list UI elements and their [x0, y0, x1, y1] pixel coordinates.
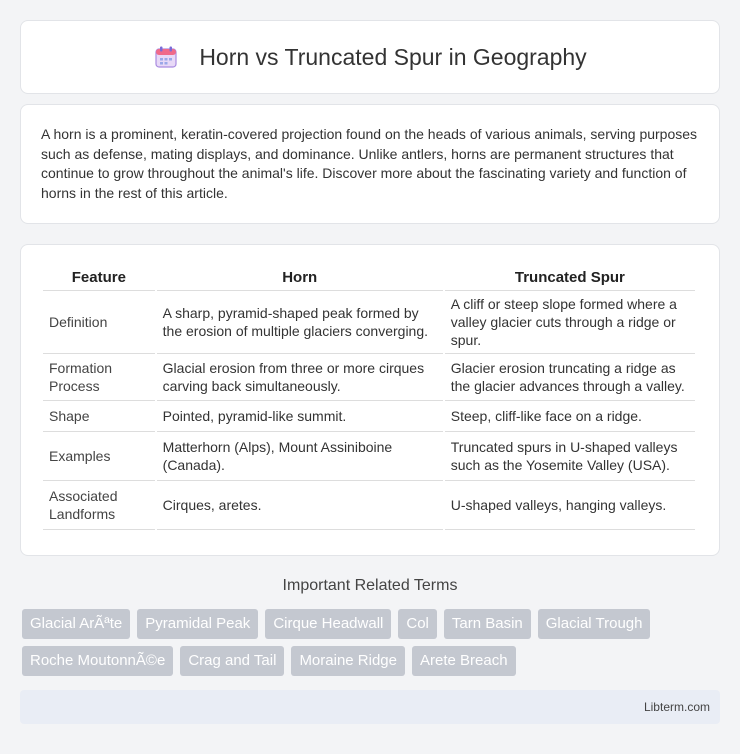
term-tag[interactable]: Tarn Basin: [444, 609, 531, 639]
row-feature: Associated Landforms: [43, 481, 155, 530]
table-row: [43, 432, 695, 481]
row-truncated-spur: Truncated spurs in U-shaped valleys such as the Yosemite Valley (USA).: [445, 432, 695, 481]
header-feature: Feature: [43, 265, 155, 291]
header-horn: Horn: [157, 265, 443, 291]
row-feature: Examples: [43, 432, 155, 481]
row-truncated-spur: U-shaped valleys, hanging valleys.: [445, 481, 695, 530]
related-terms-list: [22, 609, 722, 676]
table-row: [43, 354, 695, 401]
table-row: [43, 481, 695, 530]
calendar-icon: [153, 44, 179, 70]
page-title: Horn vs Truncated Spur in Geography: [199, 43, 587, 70]
row-horn: Matterhorn (Alps), Mount Assiniboine (Canada).: [157, 432, 443, 481]
row-feature: Formation Process: [43, 354, 155, 401]
term-tag[interactable]: Crag and Tail: [180, 646, 284, 676]
term-tag[interactable]: Roche MoutonnÃ©e: [22, 646, 173, 676]
table-header-row: [43, 265, 695, 291]
row-feature: Shape: [43, 401, 155, 432]
row-truncated-spur: Glacier erosion truncating a ridge as the glacier advances through a valley.: [445, 354, 695, 401]
row-horn: Cirques, aretes.: [157, 481, 443, 530]
footer-link[interactable]: Libterm.com: [643, 700, 710, 714]
footer: [20, 690, 720, 724]
term-tag[interactable]: Pyramidal Peak: [137, 609, 258, 639]
row-truncated-spur: A cliff or steep slope formed where a valley glacier cuts through a ridge or spur.: [445, 291, 695, 354]
title-card: [20, 20, 720, 94]
row-feature: Definition: [43, 291, 155, 354]
row-horn: A sharp, pyramid-shaped peak formed by the erosion of multiple glaciers converging.: [157, 291, 443, 354]
row-horn: Pointed, pyramid-like summit.: [157, 401, 443, 432]
term-tag[interactable]: Col: [398, 609, 437, 639]
header-truncated-spur: Truncated Spur: [445, 265, 695, 291]
intro-card: [20, 104, 720, 224]
row-horn: Glacial erosion from three or more cirques carving back simultaneously.: [157, 354, 443, 401]
table-row: [43, 291, 695, 354]
table-row: [43, 401, 695, 432]
comparison-table: [41, 265, 697, 530]
related-terms-title: Important Related Terms: [282, 577, 458, 594]
term-tag[interactable]: Arete Breach: [412, 646, 516, 676]
term-tag[interactable]: Moraine Ridge: [291, 646, 405, 676]
term-tag[interactable]: Glacial Trough: [538, 609, 651, 639]
intro-text: A horn is a prominent, keratin-covered projection found on the heads of various animals, serving purposes such as defense, mating displays, and dominance. Unlike antlers, horns are permanent structures that continue to grow throughout the animal's life. Discover more about the fascinating variety and function of horns in the rest of this article.: [41, 126, 698, 201]
row-truncated-spur: Steep, cliff-like face on a ridge.: [445, 401, 695, 432]
term-tag[interactable]: Glacial ArÃªte: [22, 609, 130, 639]
comparison-card: [20, 244, 720, 556]
term-tag[interactable]: Cirque Headwall: [265, 609, 391, 639]
